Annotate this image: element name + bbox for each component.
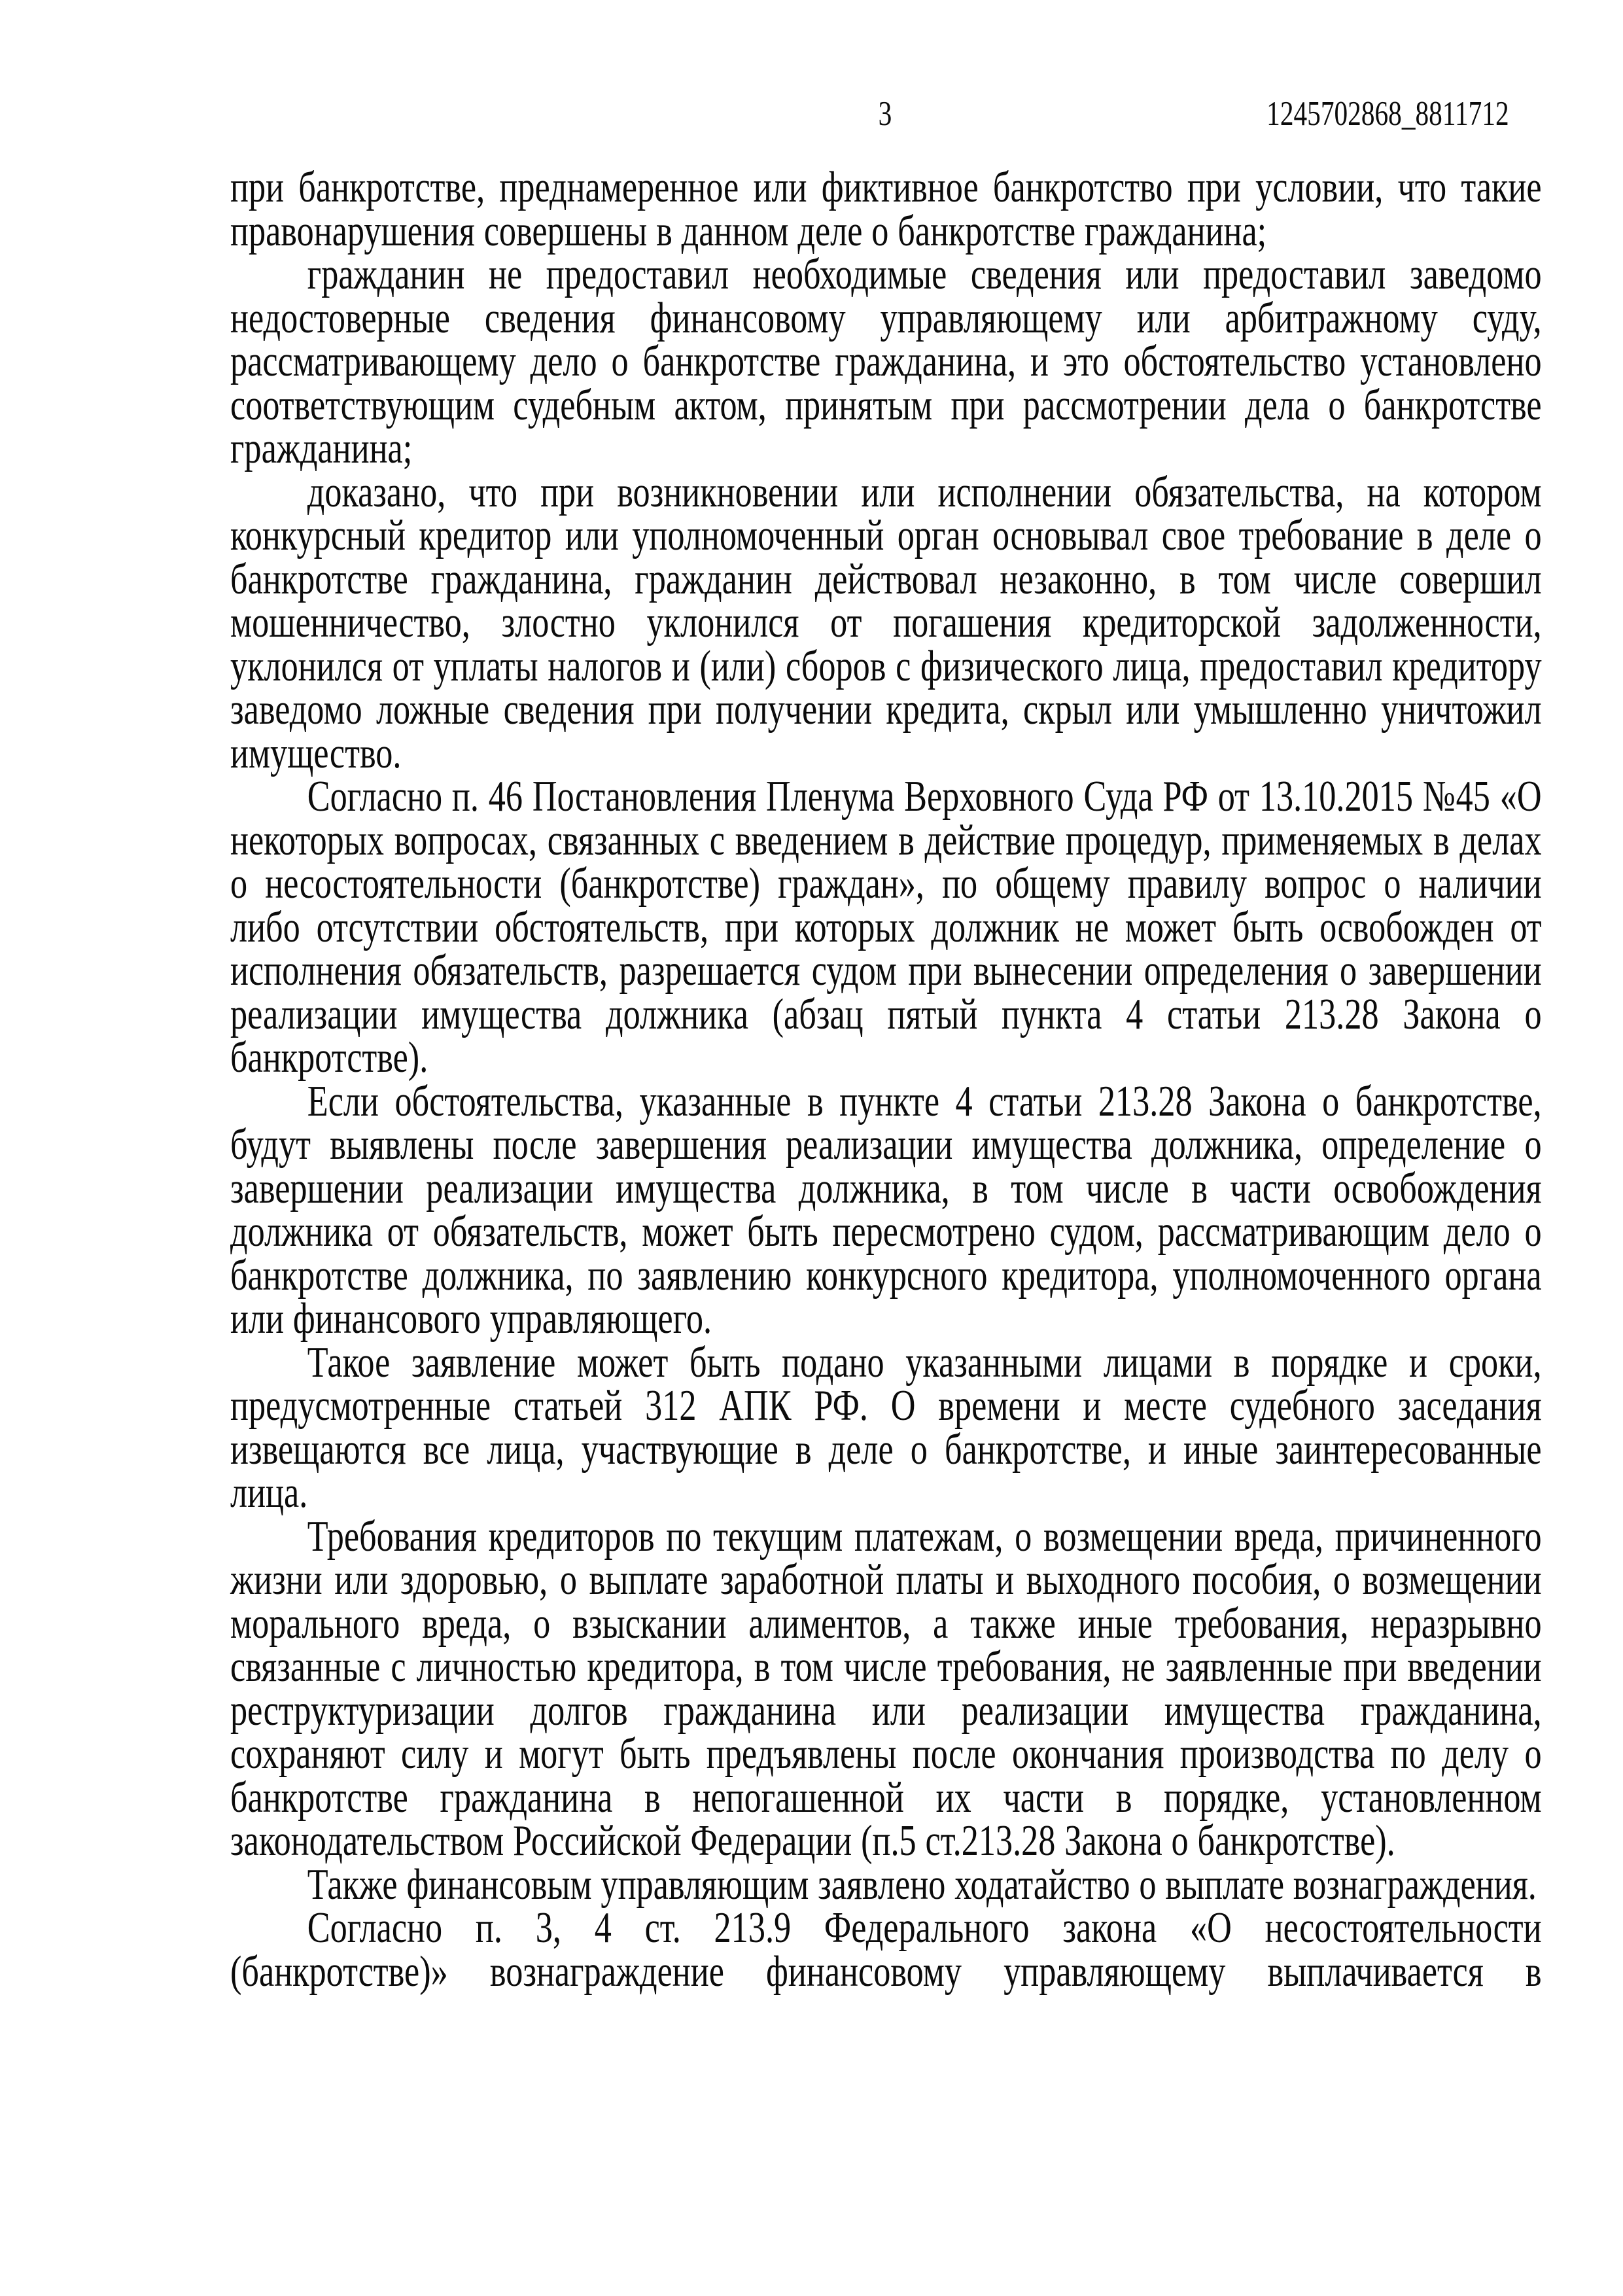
paragraph: Требования кредиторов по текущим платежам, о возмещении вреда, причиненного жизни или здоровью, о выплате заработной платы и выходного пособия, о возмещении морального вреда, о взыскании алиментов, а также иные требования, неразрывно связанные с личностью кредитора, в том числе требования, не заявленные при введении реструктуризации долгов гражданина или реализации имущества гражданина, сохраняют силу и могут быть предъявлены после окончания производства по делу о банкротстве гражданина в непогашенной их части в порядке, установленном законодательством Российской Федерации (п.5 ст.213.28 Закона о банкротстве). (230, 1511, 1542, 1865)
text-column (230, 0, 1542, 2296)
paragraph: Если обстоятельства, указанные в пункте 4 статьи 213.28 Закона о банкротстве, будут выявлены после завершения реализации имущества должника, определение о завершении реализации имущества должника, в том числе в части освобождения должника от обязательств, может быть пересмотрено судом, рассматривающим дело о банкротстве должника, по заявлению конкурсного кредитора, уполномоченного органа или финансового управляющего. (230, 1076, 1542, 1343)
document-body (230, 163, 1542, 1996)
paragraph: доказано, что при возникновении или исполнении обязательства, на котором конкурсный кредитор или уполномоченный орган основывал свое требование в деле о банкротстве гражданина, гражданин действовал незаконно, в том числе совершил мошенничество, злостно уклонился от погашения кредиторской задолженности, уклонился от уплаты налогов и (или) сборов с физического лица, предоставил кредитору заведомо ложные сведения при получении кредита, скрыл или умышленно уничтожил имущество. (230, 467, 1542, 777)
paragraph: Согласно п. 46 Постановления Пленума Верховного Суда РФ от 13.10.2015 №45 «О некоторых вопросах, связанных с введением в действие процедур, применяемых в делах о несостоятельности (банкротстве) граждан», по общему правилу вопрос о наличии либо отсутствии обстоятельств, при которых должник не может быть освобожден от исполнения обязательств, разрешается судом при вынесении определения о завершении реализации имущества должника (абзац пятый пункта 4 статьи 213.28 Закона о банкротстве). (230, 772, 1542, 1082)
paragraph: при банкротстве, преднамеренное или фиктивное банкротство при условии, что такие правонарушения совершены в данном деле о банкротстве гражданина; (230, 163, 1542, 255)
page-number: 3 (878, 95, 892, 133)
paragraph: Согласно п. 3, 4 ст. 213.9 Федерального закона «О несостоятельности (банкротстве)» вознаграждение финансовому управляющему выплачивается в (230, 1903, 1542, 1996)
paragraph: Такое заявление может быть подано указанными лицами в порядке и сроки, предусмотренные статьей 312 АПК РФ. О времени и месте судебного заседания извещаются все лица, участвующие в деле о банкротстве, и иные заинтересованные лица. (230, 1337, 1542, 1517)
page-header (230, 94, 1542, 140)
document-id: 1245702868_8811712 (1266, 95, 1509, 133)
paragraph: Также финансовым управляющим заявлено ходатайство о выплате вознаграждения. (307, 1860, 1537, 1909)
paragraph: гражданин не предоставил необходимые сведения или предоставил заведомо недостоверные сведения финансовому управляющему или арбитражному суду, рассматривающему дело о банкротстве гражданина, и это обстоятельство установлено соответствующим судебным актом, принятым при рассмотрении дела о банкротстве гражданина; (230, 250, 1542, 472)
